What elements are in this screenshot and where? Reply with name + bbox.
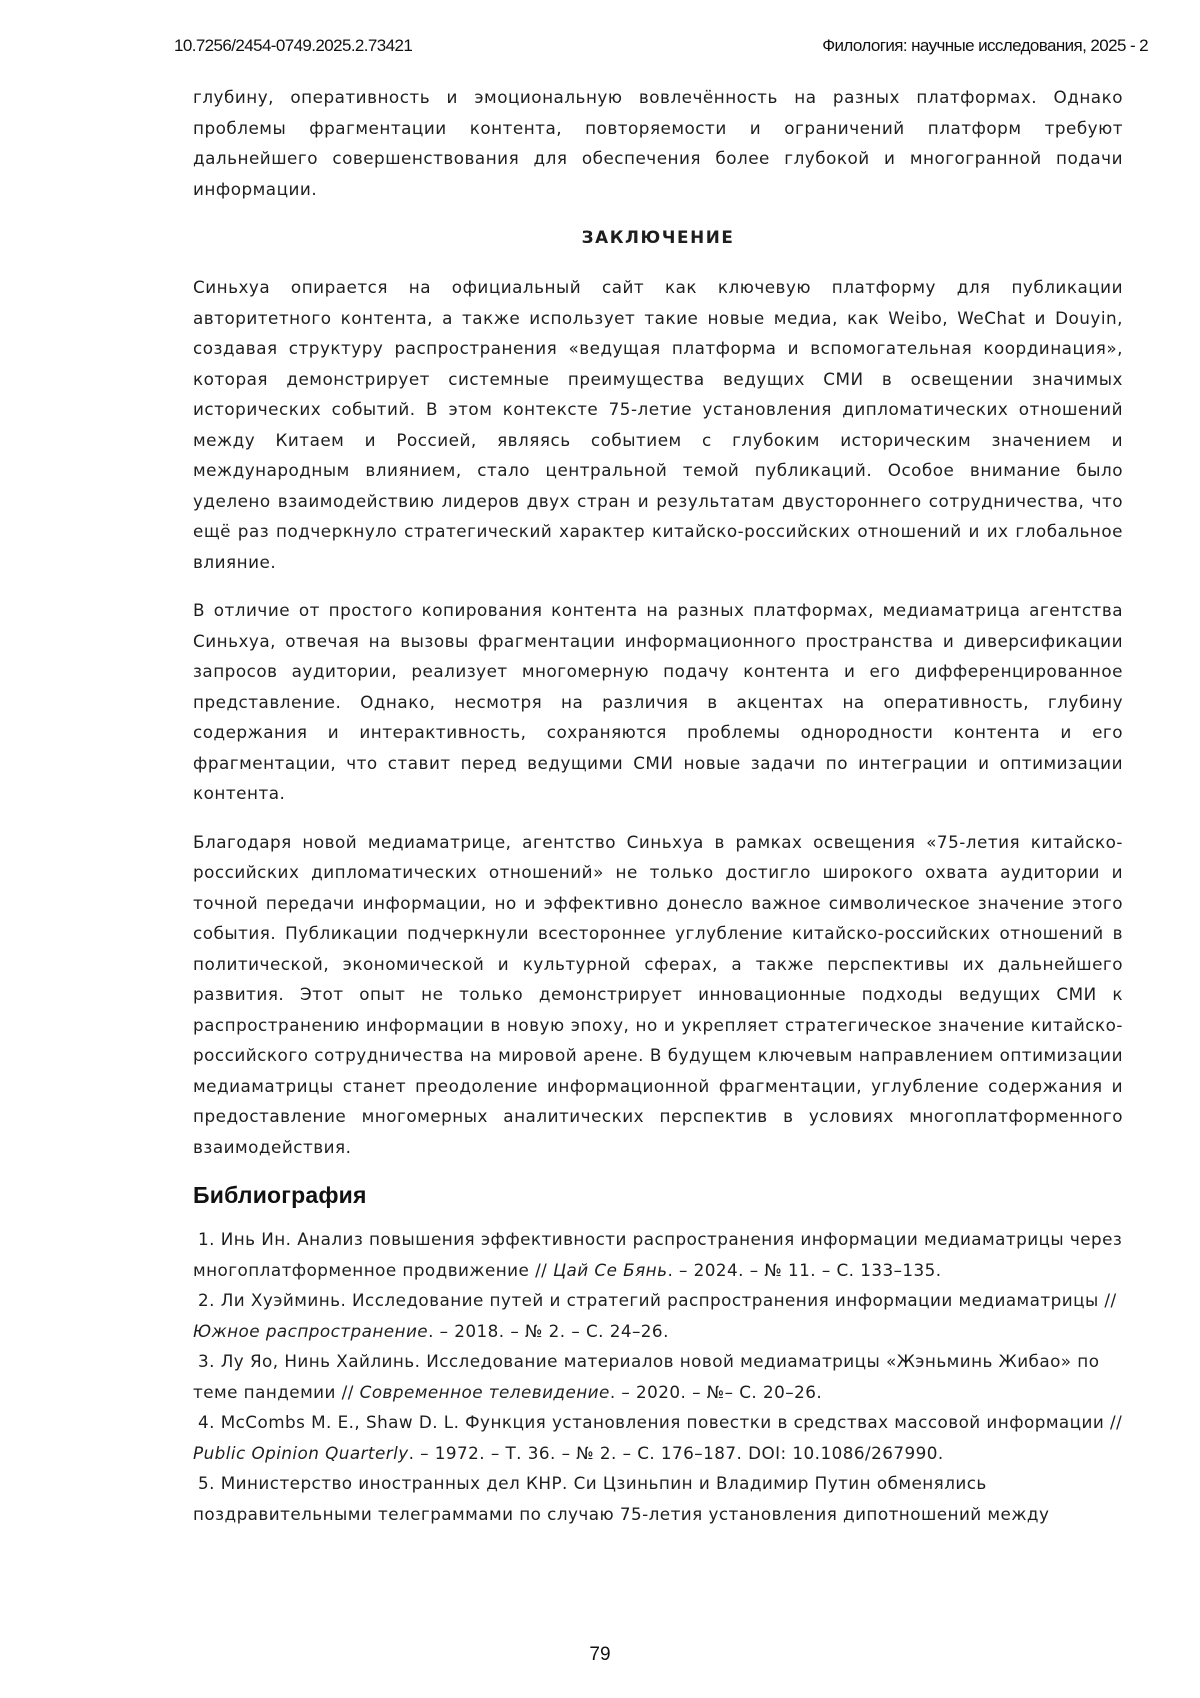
intro-paragraph: глубину, оперативность и эмоциональную вовлечённость на разных платформах. Однако проблемы фрагментации контента, повторяемости и ограничений платформ требуют дальнейшего совершенствования для обеспечения более глубокой и многогранной подачи информации. bbox=[193, 82, 1123, 204]
bibliography-item bbox=[193, 1407, 1123, 1468]
ref-text: Лу Яо, Нинь Хайлинь. Исследование материалов новой медиаматрицы «Жэньминь Жибао» по теме пандемии // bbox=[193, 1351, 1099, 1402]
bibliography-heading: Библиография bbox=[193, 1178, 1123, 1212]
conclusion-heading: ЗАКЛЮЧЕНИЕ bbox=[193, 222, 1123, 252]
conclusion-paragraph-2: В отличие от простого копирования контента на разных платформах, медиаматрица агентства Синьхуа, отвечая на вызовы фрагментации информационного пространства и диверсификации запросов аудитории, реализует многомерную подачу контента и его дифференцированное представление. Однако, несмотря на различия в акцентах на оперативность, глубину содержания и интерактивность, сохраняются проблемы однородности контента и его фрагментации, что ставит перед ведущими СМИ новые задачи по интеграции и оптимизации контента. bbox=[193, 595, 1123, 809]
ref-details: . – 2024. – № 11. – С. 133–135. bbox=[667, 1260, 941, 1280]
ref-text: McCombs M. E., Shaw D. L. Функция установления повестки в средствах массовой информации // bbox=[215, 1412, 1122, 1432]
conclusion-paragraph-3: Благодаря новой медиаматрице, агентство Синьхуа в рамках освещения «75-летия китайско-российских дипломатических отношений» не только достигло широкого охвата аудитории и точной передачи информации, но и эффективно донесло важное символическое значение этого события. Публикации подчеркнули всестороннее углубление китайско-российских отношений в политической, экономической и культурной сферах, а также перспективы их дальнейшего развития. Этот опыт не только демонстрирует инновационные подходы ведущих СМИ к распространению информации в новую эпоху, но и укрепляет стратегическое значение китайско-российского сотрудничества на мировой арене. В будущем ключевым направлением оптимизации медиаматрицы станет преодоление информационной фрагментации, углубление содержания и предоставление многомерных аналитических перспектив в условиях многоплатформенного взаимодействия. bbox=[193, 827, 1123, 1163]
ref-number: 5. bbox=[193, 1473, 215, 1493]
ref-source: Современное телевидение bbox=[360, 1382, 610, 1402]
ref-number: 2. bbox=[193, 1290, 215, 1310]
ref-text: Министерство иностранных дел КНР. Си Цзиньпин и Владимир Путин обменялись поздравительными телеграммами по случаю 75-летия установления дипотношений между bbox=[193, 1473, 1049, 1524]
article-body bbox=[193, 82, 1123, 1529]
bibliography-list bbox=[193, 1224, 1123, 1529]
ref-details: . – 2020. – №– С. 20–26. bbox=[610, 1382, 822, 1402]
doi-text[interactable]: 10.7256/2454-0749.2025.2.73421 bbox=[174, 36, 412, 56]
bibliography-item bbox=[193, 1224, 1123, 1285]
journal-title: Филология: научные исследования, 2025 - 2 bbox=[822, 36, 1148, 56]
ref-number: 1. bbox=[193, 1229, 215, 1249]
ref-source: Южное распространение bbox=[193, 1321, 428, 1341]
page-number: 79 bbox=[0, 1644, 1200, 1666]
journal-page bbox=[0, 0, 1200, 1698]
bibliography-item bbox=[193, 1346, 1123, 1407]
bibliography-item bbox=[193, 1468, 1123, 1529]
running-header bbox=[174, 36, 1148, 60]
ref-text: Ли Хуэйминь. Исследование путей и стратегий распространения информации медиаматрицы // bbox=[215, 1290, 1117, 1310]
ref-details: . – 1972. – Т. 36. – № 2. – С. 176–187. DOI: 10.1086/267990. bbox=[409, 1443, 944, 1463]
ref-source: Цай Се Бянь bbox=[553, 1260, 667, 1280]
ref-details: . – 2018. – № 2. – С. 24–26. bbox=[428, 1321, 669, 1341]
ref-source: Public Opinion Quarterly bbox=[193, 1443, 409, 1463]
conclusion-paragraph-1: Синьхуа опирается на официальный сайт как ключевую платформу для публикации авторитетного контента, а также использует такие новые медиа, как Weibo, WeChat и Douyin, создавая структуру распространения «ведущая платформа и вспомогательная координация», которая демонстрирует системные преимущества ведущих СМИ в освещении значимых исторических событий. В этом контексте 75-летие установления дипломатических отношений между Китаем и Россией, являясь событием с глубоким историческим значением и международным влиянием, стало центральной темой публикаций. Особое внимание было уделено взаимодействию лидеров двух стран и результатам двустороннего сотрудничества, что ещё раз подчеркнуло стратегический характер китайско-российских отношений и их глобальное влияние. bbox=[193, 272, 1123, 577]
bibliography-item bbox=[193, 1285, 1123, 1346]
ref-number: 3. bbox=[193, 1351, 215, 1371]
ref-number: 4. bbox=[193, 1412, 215, 1432]
ref-text: Инь Ин. Анализ повышения эффективности распространения информации медиаматрицы через многоплатформенное продвижение // bbox=[193, 1229, 1122, 1280]
